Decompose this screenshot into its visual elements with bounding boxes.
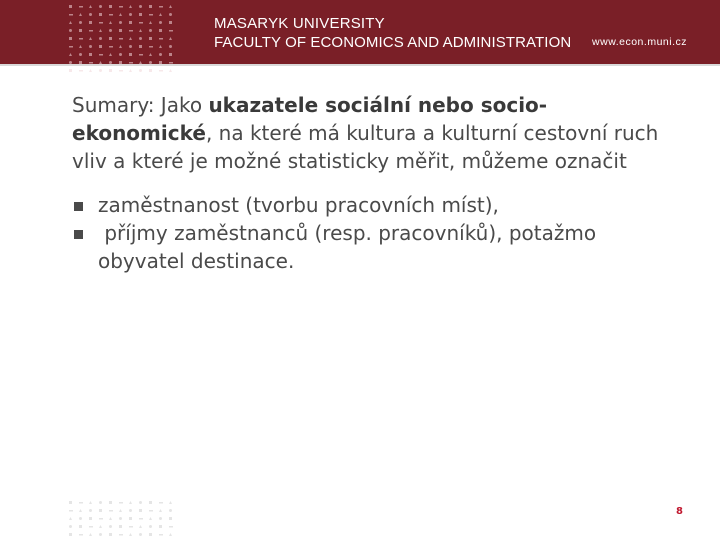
pattern-mark	[139, 525, 142, 528]
pattern-mark	[79, 13, 82, 16]
pattern-mark	[139, 61, 142, 64]
pattern-mark	[79, 38, 83, 40]
pattern-mark	[119, 13, 122, 16]
pattern-mark	[109, 533, 112, 536]
website-url[interactable]: www.econ.muni.cz	[592, 36, 687, 48]
pattern-mark	[79, 70, 83, 72]
pattern-mark	[149, 69, 152, 72]
pattern-mark	[109, 46, 113, 48]
pattern-mark	[129, 13, 132, 16]
pattern-mark	[69, 533, 72, 536]
pattern-mark	[139, 45, 142, 48]
pattern-mark	[139, 54, 143, 56]
pattern-mark	[69, 510, 73, 512]
pattern-mark	[109, 510, 113, 512]
pattern-mark	[69, 525, 72, 528]
header-bar	[0, 0, 720, 66]
footer-pattern-icon	[66, 498, 184, 540]
pattern-mark	[89, 13, 92, 16]
pattern-mark	[109, 61, 112, 64]
bullet-text: zaměstnanost (tvorbu pracovních míst),	[98, 193, 499, 217]
pattern-mark	[149, 501, 152, 504]
pattern-mark	[159, 534, 163, 536]
summary-bold: ukazatele sociální nebo socio-ekonomické	[72, 93, 548, 145]
pattern-mark	[169, 69, 172, 72]
pattern-mark	[159, 53, 162, 56]
pattern-mark	[119, 6, 123, 8]
pattern-mark	[69, 69, 72, 72]
pattern-mark	[79, 6, 83, 8]
pattern-mark	[119, 525, 122, 528]
pattern-mark	[149, 21, 152, 24]
pattern-mark	[159, 38, 163, 40]
pattern-mark	[89, 5, 92, 8]
pattern-mark	[99, 13, 102, 16]
pattern-mark	[69, 46, 73, 48]
pattern-mark	[149, 14, 153, 16]
pattern-mark	[119, 502, 123, 504]
pattern-mark	[149, 5, 152, 8]
pattern-mark	[139, 22, 143, 24]
pattern-mark	[149, 53, 152, 56]
pattern-mark	[109, 517, 112, 520]
pattern-mark	[159, 502, 163, 504]
pattern-mark	[99, 45, 102, 48]
pattern-mark	[139, 533, 142, 536]
pattern-mark	[129, 62, 133, 64]
pattern-mark	[159, 29, 162, 32]
pattern-mark	[169, 526, 173, 528]
pattern-mark	[69, 14, 73, 16]
pattern-mark	[149, 517, 152, 520]
pattern-mark	[99, 61, 102, 64]
pattern-mark	[109, 501, 112, 504]
pattern-mark	[169, 533, 172, 536]
pattern-mark	[149, 61, 152, 64]
pattern-mark	[79, 534, 83, 536]
summary-paragraph	[72, 91, 682, 175]
pattern-mark	[169, 45, 172, 48]
pattern-mark	[89, 517, 92, 520]
pattern-mark	[149, 46, 153, 48]
pattern-mark	[89, 30, 93, 32]
pattern-mark	[159, 61, 162, 64]
pattern-mark	[89, 533, 92, 536]
pattern-mark	[99, 29, 102, 32]
logo-pattern-icon	[66, 2, 184, 78]
pattern-mark	[69, 5, 72, 8]
pattern-mark	[129, 45, 132, 48]
bullet-square-icon	[74, 202, 83, 211]
pattern-mark	[109, 14, 113, 16]
pattern-mark	[69, 517, 72, 520]
pattern-mark	[149, 29, 152, 32]
pattern-mark	[139, 509, 142, 512]
pattern-mark	[89, 62, 93, 64]
slide-content	[72, 91, 682, 275]
pattern-mark	[139, 501, 142, 504]
pattern-mark	[79, 29, 82, 32]
pattern-mark	[119, 45, 122, 48]
pattern-mark	[99, 533, 102, 536]
pattern-mark	[99, 5, 102, 8]
bullet-list	[72, 191, 682, 275]
pattern-mark	[119, 509, 122, 512]
pattern-mark	[79, 517, 82, 520]
pattern-mark	[149, 510, 153, 512]
pattern-mark	[99, 509, 102, 512]
pattern-mark	[159, 70, 163, 72]
pattern-mark	[119, 534, 123, 536]
pattern-mark	[69, 53, 72, 56]
pattern-mark	[139, 5, 142, 8]
pattern-mark	[79, 525, 82, 528]
pattern-mark	[69, 29, 72, 32]
pattern-mark	[159, 525, 162, 528]
pattern-mark	[129, 533, 132, 536]
pattern-mark	[119, 29, 122, 32]
pattern-mark	[99, 37, 102, 40]
pattern-mark	[99, 69, 102, 72]
pattern-mark	[119, 61, 122, 64]
pattern-mark	[169, 30, 173, 32]
pattern-mark	[89, 509, 92, 512]
pattern-mark	[89, 501, 92, 504]
pattern-mark	[129, 526, 133, 528]
pattern-mark	[139, 29, 142, 32]
pattern-mark	[79, 45, 82, 48]
pattern-mark	[79, 502, 83, 504]
pattern-mark	[99, 22, 103, 24]
pattern-mark	[79, 61, 82, 64]
bullet-square-icon	[74, 230, 83, 239]
pattern-mark	[79, 53, 82, 56]
pattern-mark	[109, 525, 112, 528]
pattern-mark	[169, 53, 172, 56]
pattern-mark	[169, 21, 172, 24]
pattern-mark	[159, 6, 163, 8]
pattern-mark	[89, 37, 92, 40]
pattern-mark	[89, 69, 92, 72]
pattern-mark	[119, 21, 122, 24]
university-name: MASARYK UNIVERSITY	[214, 15, 385, 32]
pattern-mark	[99, 518, 103, 520]
pattern-mark	[159, 509, 162, 512]
pattern-mark	[69, 21, 72, 24]
pattern-mark	[139, 518, 143, 520]
pattern-mark	[159, 13, 162, 16]
pattern-mark	[109, 21, 112, 24]
page-number: 8	[676, 506, 683, 517]
pattern-mark	[149, 525, 152, 528]
list-item	[72, 219, 682, 275]
pattern-mark	[109, 53, 112, 56]
pattern-mark	[169, 517, 172, 520]
pattern-mark	[159, 21, 162, 24]
pattern-mark	[119, 70, 123, 72]
pattern-mark	[109, 69, 112, 72]
pattern-mark	[69, 61, 72, 64]
pattern-mark	[169, 13, 172, 16]
pattern-mark	[69, 501, 72, 504]
pattern-mark	[129, 5, 132, 8]
summary-prefix: Sumary: Jako	[72, 93, 209, 117]
pattern-mark	[89, 526, 93, 528]
pattern-mark	[89, 21, 92, 24]
pattern-mark	[129, 21, 132, 24]
pattern-mark	[79, 21, 82, 24]
pattern-mark	[169, 62, 173, 64]
pattern-mark	[139, 69, 142, 72]
pattern-mark	[129, 30, 133, 32]
pattern-mark	[99, 54, 103, 56]
faculty-name: FACULTY OF ECONOMICS AND ADMINISTRATION	[214, 34, 572, 51]
pattern-mark	[149, 533, 152, 536]
pattern-mark	[109, 29, 112, 32]
pattern-mark	[139, 37, 142, 40]
summary-rest: , na které má kultura a kulturní cestovní ruch vliv a které je možné statisticky měřit, můžeme označit	[72, 121, 659, 173]
pattern-mark	[139, 13, 142, 16]
pattern-mark	[89, 45, 92, 48]
pattern-mark	[129, 53, 132, 56]
pattern-mark	[109, 5, 112, 8]
pattern-mark	[89, 53, 92, 56]
pattern-mark	[129, 69, 132, 72]
list-item	[72, 191, 682, 219]
pattern-mark	[169, 501, 172, 504]
pattern-mark	[129, 37, 132, 40]
bullet-text: příjmy zaměstnanců (resp. pracovníků), potažmo obyvatel destinace.	[98, 221, 603, 273]
pattern-mark	[69, 37, 72, 40]
pattern-mark	[169, 5, 172, 8]
pattern-mark	[159, 517, 162, 520]
pattern-mark	[79, 509, 82, 512]
pattern-mark	[149, 37, 152, 40]
pattern-mark	[109, 37, 112, 40]
pattern-mark	[119, 517, 122, 520]
pattern-mark	[99, 525, 102, 528]
pattern-mark	[129, 501, 132, 504]
pattern-mark	[129, 509, 132, 512]
pattern-mark	[119, 38, 123, 40]
pattern-mark	[169, 509, 172, 512]
pattern-mark	[129, 517, 132, 520]
pattern-mark	[119, 53, 122, 56]
pattern-mark	[169, 37, 172, 40]
pattern-mark	[159, 45, 162, 48]
pattern-mark	[99, 501, 102, 504]
